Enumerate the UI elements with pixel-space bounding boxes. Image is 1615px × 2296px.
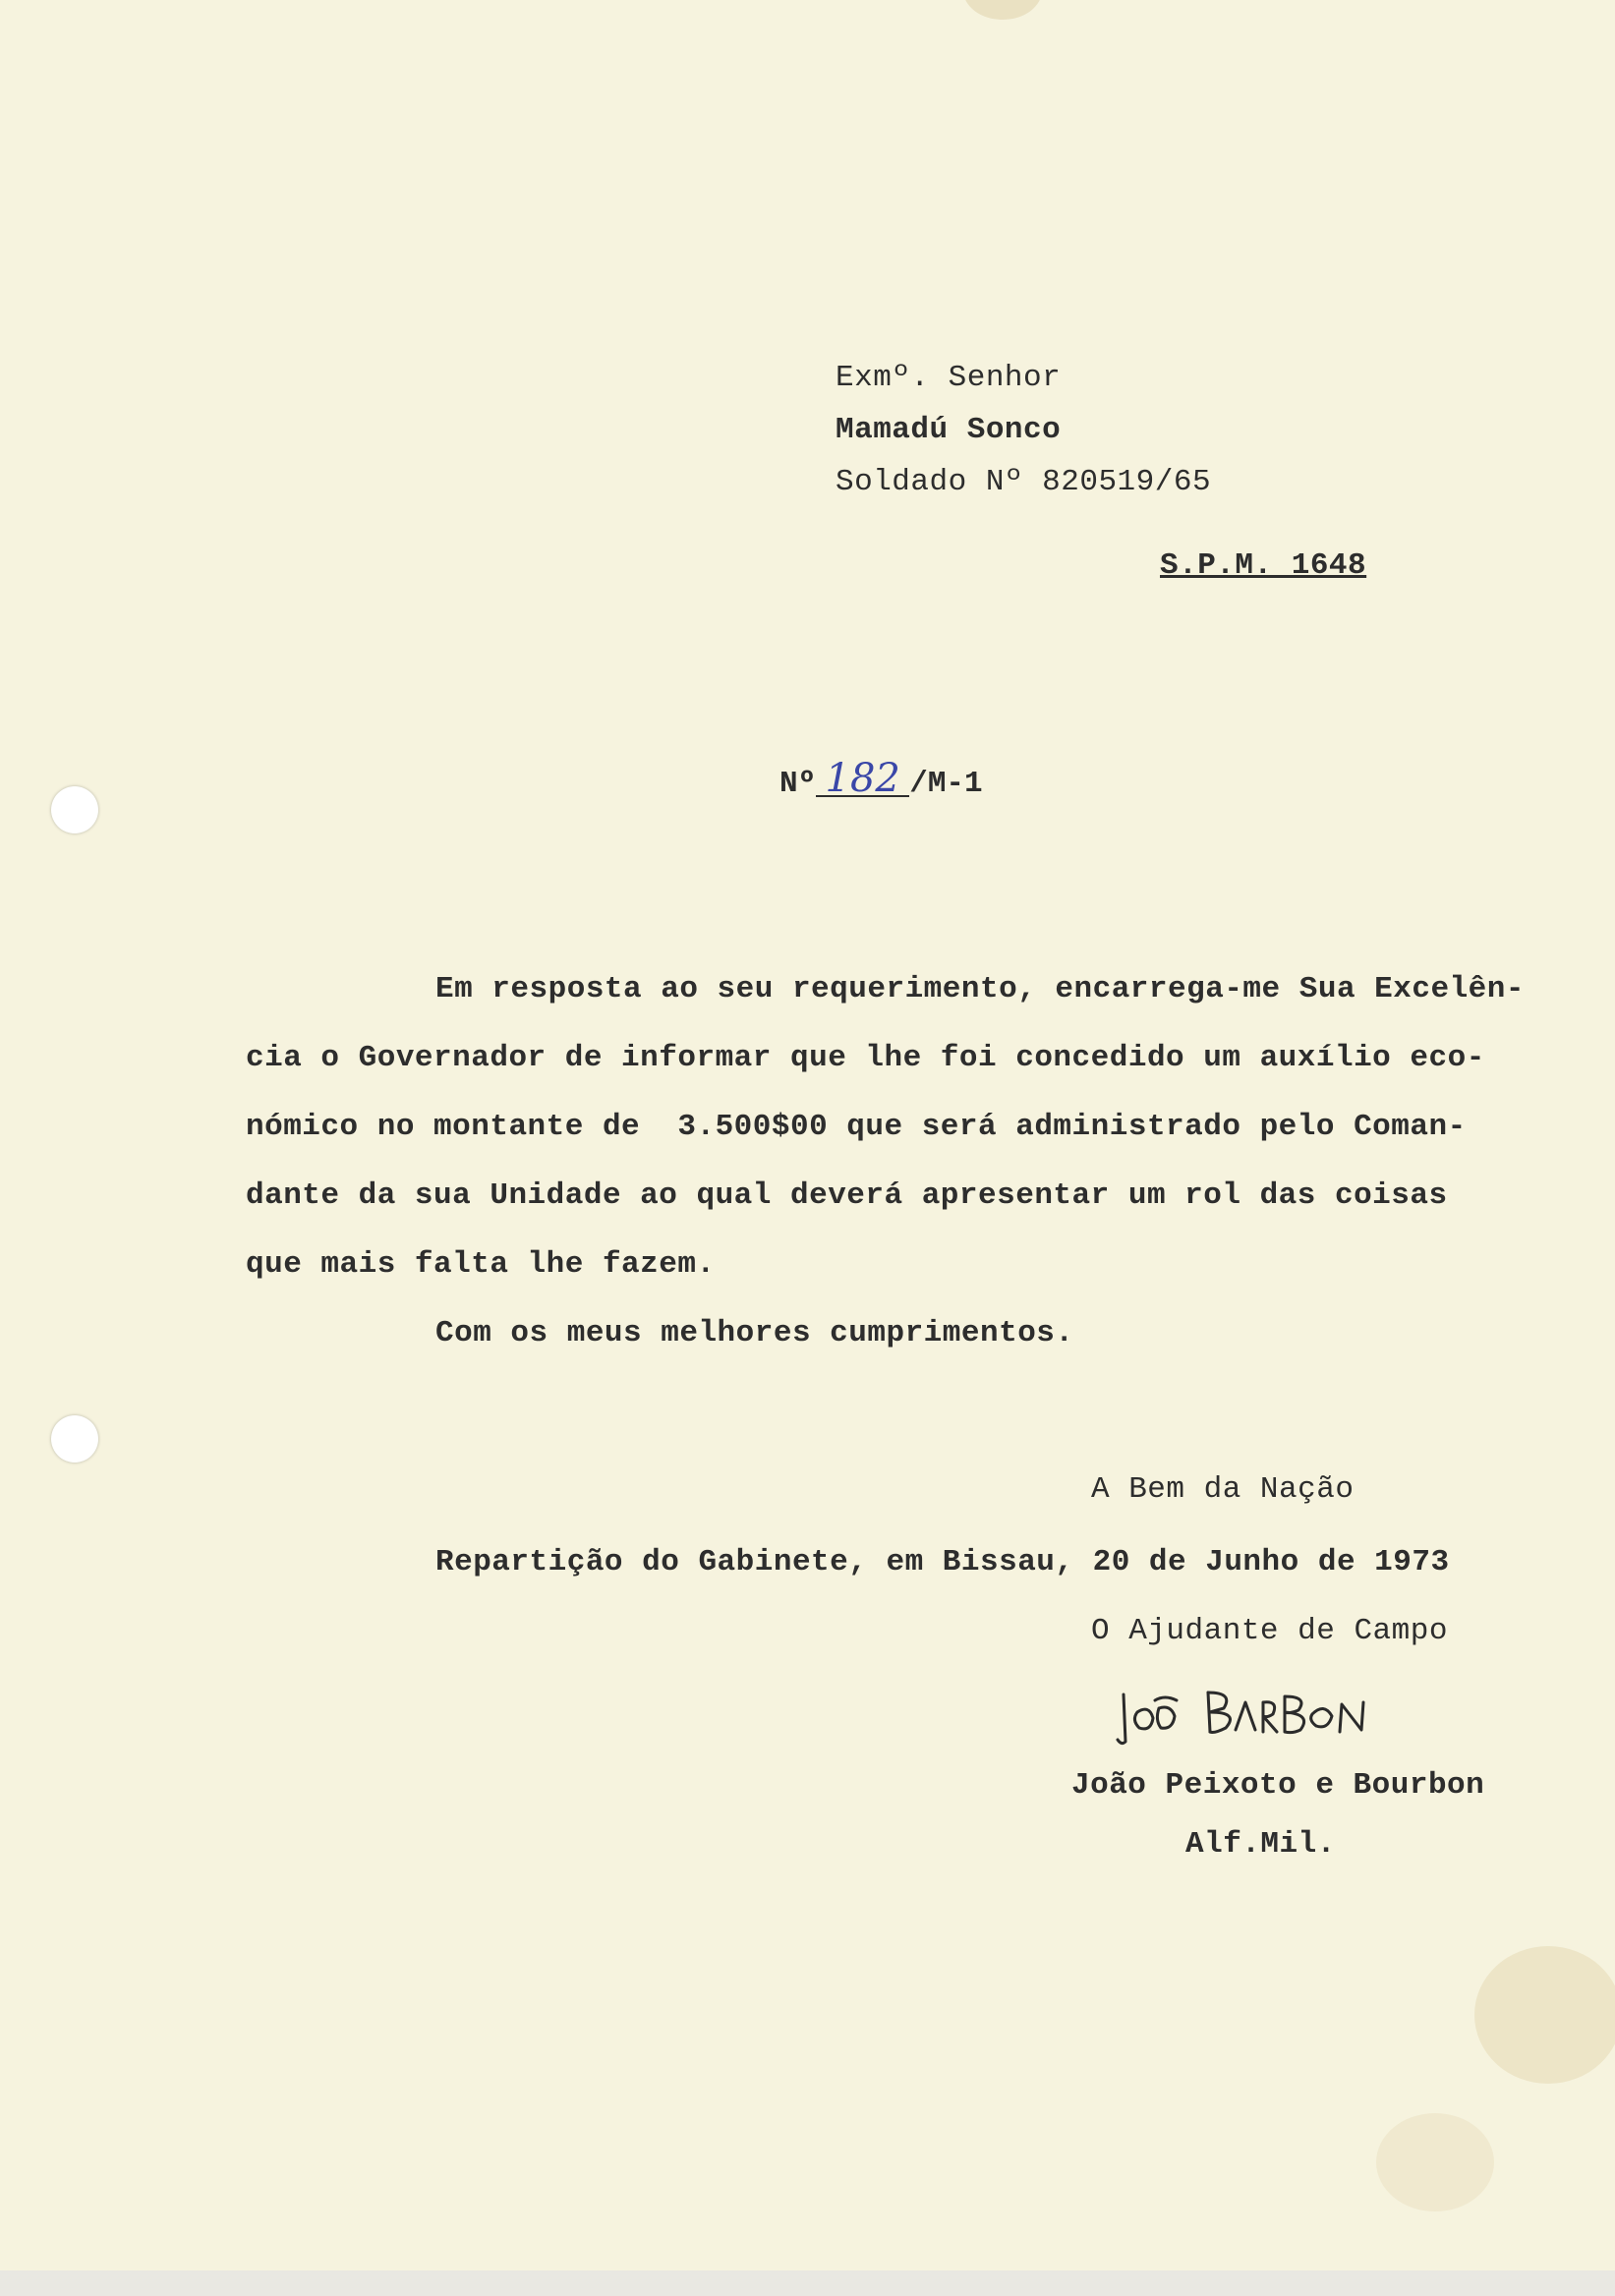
punch-hole-bottom: [51, 1415, 98, 1463]
spm-code: S.P.M. 1648: [1160, 548, 1367, 583]
addressee-name: Mamadú Sonco: [836, 413, 1062, 447]
place-date: Repartição do Gabinete, em Bissau, 20 de Junho de 1973: [435, 1545, 1450, 1579]
body-line-1: Em resposta ao seu requerimento, encarrega-me Sua Excelên-: [435, 972, 1525, 1006]
stain-bottom-right-2: [1376, 2113, 1494, 2211]
addressee-title: Exmº. Senhor: [836, 361, 1062, 395]
signer-rank: Alf.Mil.: [1185, 1827, 1336, 1862]
handwritten-signature: [1116, 1683, 1381, 1751]
stain-bottom-right: [1474, 1946, 1615, 2084]
handwritten-reference-number: 182: [816, 762, 909, 797]
closing-line: Com os meus melhores cumprimentos.: [435, 1316, 1074, 1350]
signer-role: O Ajudante de Campo: [1091, 1614, 1448, 1648]
punch-hole-top: [51, 786, 98, 833]
stain-top: [963, 0, 1042, 20]
body-line-5: que mais falta lhe fazem.: [246, 1247, 716, 1282]
addressee-rank-number: Soldado Nº 820519/65: [836, 465, 1212, 499]
body-line-3: nómico no montante de 3.500$00 que será administrado pelo Coman-: [246, 1110, 1467, 1144]
reference-suffix: /M-1: [909, 767, 983, 801]
signer-name: João Peixoto e Bourbon: [1071, 1768, 1485, 1803]
body-line-2: cia o Governador de informar que lhe foi concedido um auxílio eco-: [246, 1041, 1485, 1075]
salutation: A Bem da Nação: [1091, 1472, 1355, 1507]
body-line-4: dante da sua Unidade ao qual deverá apresentar um rol das coisas: [246, 1178, 1448, 1213]
reference-prefix: Nº: [779, 767, 817, 801]
reference-number: [779, 756, 983, 801]
